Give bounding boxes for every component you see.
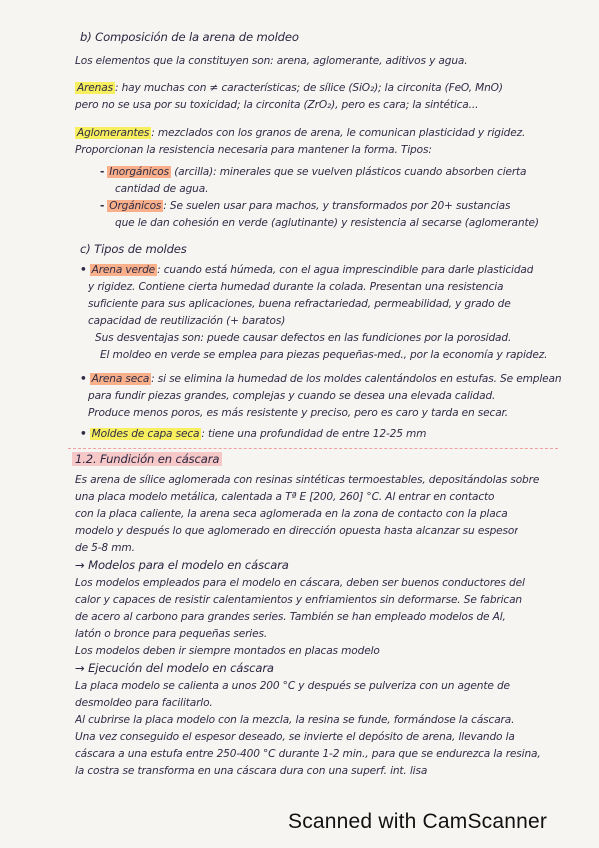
verde-line-5: Sus desventajas son: puede causar defectos en las fundiciones por la porosidad. [95,332,512,344]
verde-line-2: y rigidez. Contiene cierta humedad durante la colada. Presentan una resistencia [88,281,504,293]
modelos-p1: Los modelos empleados para el modelo en cáscara, deben ser buenos conductores del [75,577,525,589]
verde-label: Arena verde [91,264,156,276]
ejecucion-p4: Una vez conseguido el espesor deseado, se invierte el depósito de arena, llevando la [75,731,515,743]
cascara-p2: una placa modelo metálica, calentada a Tª E [200, 260] °C. Al entrar en contacto [75,491,495,503]
camscanner-watermark: Scanned with CamScanner [288,810,548,833]
inorganicos-label: Inorgánicos [109,166,169,178]
modelos-p3: de acero al carbono para grandes series. También se han empleado modelos de Al, [75,611,506,623]
aglomerantes-line-2: Proporcionan la resistencia necesaria para mantener la forma. Tipos: [75,144,432,156]
verde-text-1: : cuando está húmeda, con el agua imprescindible para darle plasticidad [157,264,534,276]
dot-bullet: • [80,373,87,385]
modelos-p4: latón o bronce para pequeñas series. [75,628,268,640]
verde-line-3: suficiente para sus aplicaciones, buena refractariedad, permeabilidad, y grado de [88,298,511,310]
aglomerantes-label: Aglomerantes [77,127,150,139]
organicos-text-1: : Se suelen usar para machos, y transformados por 20+ sustancias [163,200,511,212]
aglomerantes-line-1 [75,127,525,139]
section-b-title: b) Composición de la arena de moldeo [80,30,299,44]
capa-seca-label: Moldes de capa seca [91,428,200,440]
section-b-intro: Los elementos que la constituyen son: arena, aglomerante, aditivos y agua. [75,55,468,67]
inorganicos-line-1 [100,166,526,178]
seca-line-3: Produce menos poros, es más resistente y preciso, pero es caro y tarda en secar. [88,407,509,419]
modelos-p5: Los modelos deben ir siempre montados en placas modelo [75,645,380,657]
aglomerantes-text-1: : mezclados con los granos de arena, le comunican plasticidad y rigidez. [151,127,526,139]
ejecucion-p5: cáscara a una estufa entre 250-400 °C durante 1-2 min., para que se endurezca la resina, [75,748,541,760]
modelos-title: → Modelos para el modelo en cáscara [75,558,289,572]
arenas-line-1 [75,82,503,94]
seca-text-1: : si se elimina la humedad de los moldes calentándolos en estufas. Se emplean [151,373,562,385]
ejecucion-p2: desmoldeo para facilitarlo. [75,697,213,709]
ejecucion-p1: La placa modelo se calienta a unos 200 °C y después se pulveriza con un agente de [75,680,510,692]
capa-seca-line [80,428,426,440]
inorganicos-line-2: cantidad de agua. [115,183,209,195]
verde-line-6: El moldeo en verde se emplea para piezas pequeñas-med., por la economía y rapidez. [100,349,548,361]
arenas-text-1: : hay muchas con ≠ características; de sílice (SiO₂); la circonita (FeO, MnO) [114,82,503,94]
seca-label: Arena seca [91,373,150,385]
red-divider [68,448,558,449]
dash-bullet: - [100,166,105,178]
dash-bullet: - [100,200,105,212]
cascara-p3: con la placa caliente, la arena seca aglomerada en la zona de contacto con la placa [75,508,508,520]
verde-line-4: capacidad de reutilización (+ baratos) [88,315,286,327]
seca-line-1 [80,373,561,385]
section-1-2-title-text: 1.2. Fundición en cáscara [72,452,222,466]
capa-seca-text: : tiene una profundidad de entre 12-25 mm [201,428,427,440]
arenas-line-2: pero no se usa por su toxicidad; la circonita (ZrO₂), pero es cara; la sintética... [75,99,479,111]
verde-line-1 [80,264,533,276]
organicos-line-2: que le dan cohesión en verde (aglutinante) y resistencia al secarse (aglomerante) [115,217,539,229]
section-1-2-title [72,452,222,466]
ejecucion-p6: la costra se transforma en una cáscara dura con una superf. int. lisa [75,765,428,777]
organicos-label: Orgánicos [109,200,162,212]
organicos-line-1 [100,200,510,212]
seca-line-2: para fundir piezas grandes, complejas y cuando se desea una elevada calidad. [88,390,496,402]
ejecucion-title: → Ejecución del modelo en cáscara [75,661,274,675]
dot-bullet: • [80,428,87,440]
section-c-title: c) Tipos de moldes [80,242,187,256]
cascara-p1: Es arena de sílice aglomerada con resinas sintéticas termoestables, depositándolas sobre [75,474,540,486]
cascara-p4: modelo y después lo que aglomerado en dirección opuesta hasta alcanzar su espesor [75,525,519,537]
inorganicos-text-1: (arcilla): minerales que se vuelven plásticos cuando absorben cierta [174,166,527,178]
cascara-p5: de 5-8 mm. [75,542,135,554]
arenas-label: Arenas [77,82,113,94]
ejecucion-p3: Al cubrirse la placa modelo con la mezcla, la resina se funde, formándose la cáscara. [75,714,515,726]
dot-bullet: • [80,264,87,276]
modelos-p2: calor y capaces de resistir calentamientos y enfriamientos sin deformarse. Se fabrican [75,594,522,606]
